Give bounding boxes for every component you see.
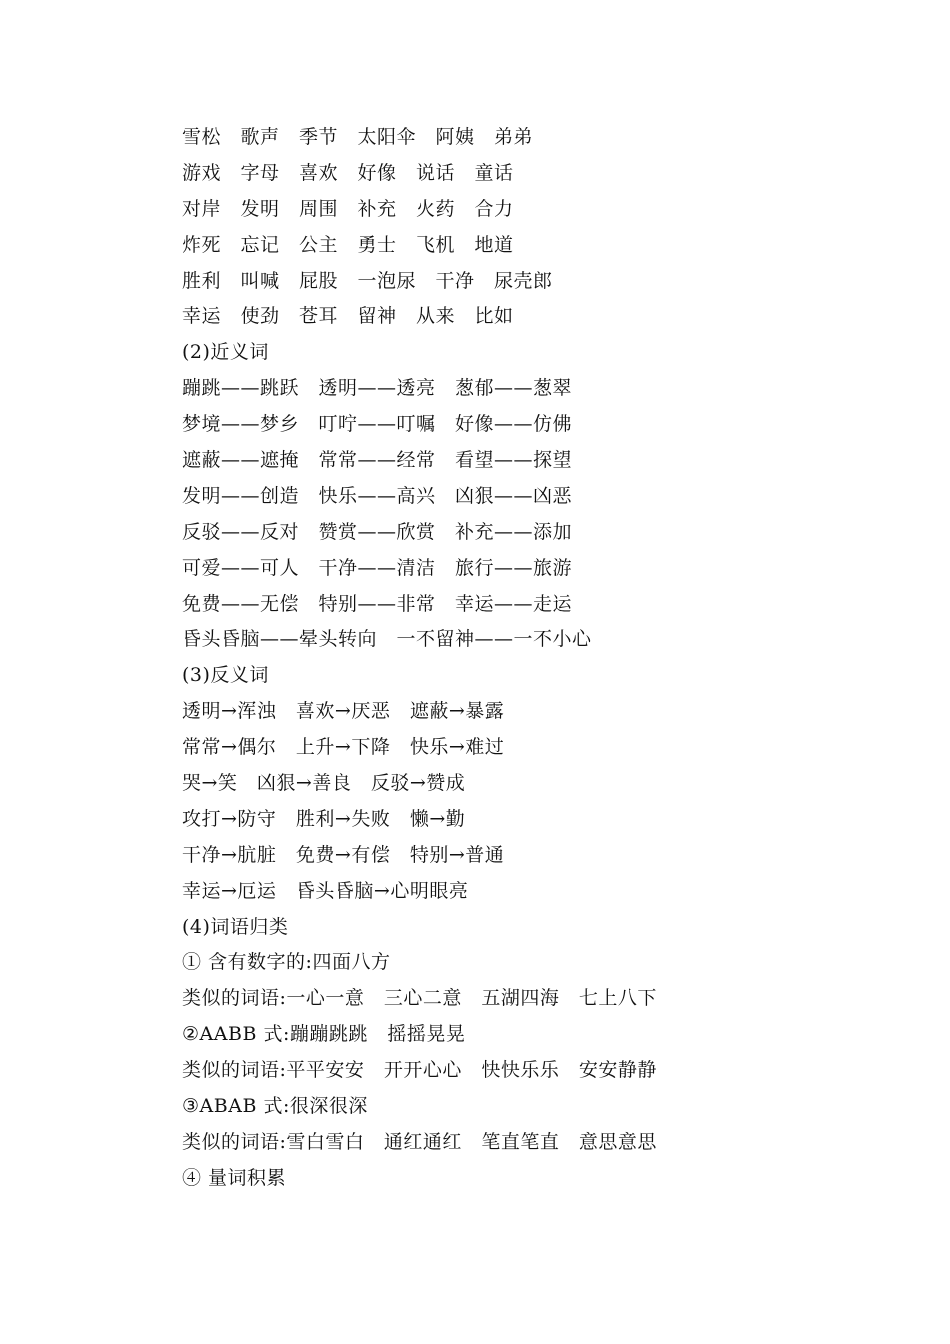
section-heading-classification: (4)词语归类 xyxy=(182,915,289,938)
text-line: 幸运 使劲 苍耳 留神 从来 比如 xyxy=(182,305,514,328)
text-line: 幸运→厄运 昏头昏脑→心明眼亮 xyxy=(182,879,469,902)
text-line: 遮蔽——遮掩 常常——经常 看望——探望 xyxy=(182,449,573,472)
text-line: 常常→偶尔 上升→下降 快乐→难过 xyxy=(182,736,505,759)
text-line: 雪松 歌声 季节 太阳伞 阿姨 弟弟 xyxy=(182,126,534,148)
text-line: 可爱——可人 干净——清洁 旅行——旅游 xyxy=(182,556,573,579)
text-line: ④ 量词积累 xyxy=(182,1166,287,1189)
text-line: ②AABB 式:蹦蹦跳跳 摇摇晃晃 xyxy=(182,1023,466,1046)
text-line: 蹦跳——跳跃 透明——透亮 葱郁——葱翠 xyxy=(182,377,573,400)
text-line: 炸死 忘记 公主 勇士 飞机 地道 xyxy=(182,233,514,256)
text-line: 干净→肮脏 免费→有偿 特别→普通 xyxy=(182,843,505,866)
text-line: 类似的词语:平平安安 开开心心 快快乐乐 安安静静 xyxy=(182,1059,657,1082)
text-line: 胜利 叫喊 屁股 一泡尿 干净 尿壳郎 xyxy=(182,269,553,292)
text-line: 发明——创造 快乐——高兴 凶狠——凶恶 xyxy=(182,484,573,507)
text-line: 免费——无偿 特别——非常 幸运——走运 xyxy=(182,592,573,615)
section-heading-synonyms: (2)近义词 xyxy=(182,341,269,364)
text-line: 哭→笑 凶狠→善良 反驳→赞成 xyxy=(182,772,466,795)
text-line: 游戏 字母 喜欢 好像 说话 童话 xyxy=(182,161,514,184)
text-line: 透明→浑浊 喜欢→厌恶 遮蔽→暴露 xyxy=(182,700,505,723)
text-line: 反驳——反对 赞赏——欣赏 补充——添加 xyxy=(182,520,573,543)
text-line: ① 含有数字的:四面八方 xyxy=(182,951,391,974)
text-line: 类似的词语:雪白雪白 通红通红 笔直笔直 意思意思 xyxy=(182,1130,657,1153)
text-line: 类似的词语:一心一意 三心二意 五湖四海 七上八下 xyxy=(182,987,657,1010)
text-line: 对岸 发明 周围 补充 火药 合力 xyxy=(182,197,514,220)
section-heading-antonyms: (3)反义词 xyxy=(182,664,269,687)
text-line: 攻打→防守 胜利→失败 懒→勤 xyxy=(182,807,466,830)
text-line: 梦境——梦乡 叮咛——叮嘱 好像——仿佛 xyxy=(182,413,573,436)
text-line: ③ABAB 式:很深很深 xyxy=(182,1095,368,1118)
text-line: 昏头昏脑——晕头转向 一不留神——一不小心 xyxy=(182,628,592,651)
document-body xyxy=(182,120,782,1197)
